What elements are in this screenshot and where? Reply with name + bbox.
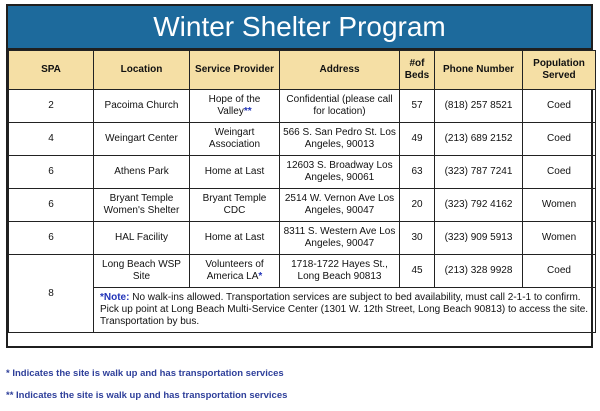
cell-spa: 6 bbox=[9, 156, 94, 189]
cell-location: Weingart Center bbox=[94, 123, 190, 156]
cell-phone: (323) 787 7241 bbox=[435, 156, 523, 189]
cell-phone: (818) 257 8521 bbox=[435, 90, 523, 123]
cell-phone: (323) 909 5913 bbox=[435, 222, 523, 255]
cell-beds: 20 bbox=[400, 189, 435, 222]
cell-spa: 8 bbox=[9, 255, 94, 333]
cell-provider bbox=[190, 189, 280, 222]
footnote-double-asterisk: ** Indicates the site is walk up and has transportation services bbox=[6, 390, 288, 401]
provider-text: Bryant Temple CDC bbox=[202, 193, 267, 216]
table-row bbox=[9, 156, 596, 189]
cell-population: Coed bbox=[523, 123, 596, 156]
cell-spa: 2 bbox=[9, 90, 94, 123]
cell-location: Long Beach WSP Site bbox=[94, 255, 190, 288]
cell-location: Athens Park bbox=[94, 156, 190, 189]
note-text: No walk-ins allowed. Transportation services are subject to bed availability, must call 2-1-1 to confirm. Pick up point at Long Beach Multi-Service Center (1301 W. 12th Street, Long Beach 90813) to access the site. bbox=[100, 292, 589, 315]
cell-spa: 6 bbox=[9, 222, 94, 255]
cell-location: HAL Facility bbox=[94, 222, 190, 255]
table-row bbox=[9, 255, 596, 288]
cell-location: Pacoima Church bbox=[94, 90, 190, 123]
cell-provider bbox=[190, 222, 280, 255]
note-line2: Transportation by bus. bbox=[100, 316, 200, 327]
provider-text: Home at Last bbox=[204, 166, 265, 177]
table-header-row bbox=[9, 51, 596, 90]
table-row bbox=[9, 123, 596, 156]
provider-text: Hope of the Valley bbox=[208, 94, 261, 117]
provider-text: Home at Last bbox=[204, 232, 265, 243]
cell-beds: 63 bbox=[400, 156, 435, 189]
header-address: Address bbox=[280, 51, 400, 90]
cell-spa: 4 bbox=[9, 123, 94, 156]
cell-phone: (213) 689 2152 bbox=[435, 123, 523, 156]
provider-text: Weingart Association bbox=[208, 127, 261, 150]
cell-address: Confidential (please call for location) bbox=[280, 90, 400, 123]
cell-beds: 45 bbox=[400, 255, 435, 288]
page-title: Winter Shelter Program bbox=[8, 6, 591, 50]
header-phone-number: Phone Number bbox=[435, 51, 523, 90]
cell-population: Coed bbox=[523, 90, 596, 123]
cell-beds: 57 bbox=[400, 90, 435, 123]
cell-address: 566 S. San Pedro St. Los Angeles, 90013 bbox=[280, 123, 400, 156]
cell-location: Bryant Temple Women's Shelter bbox=[94, 189, 190, 222]
table-row bbox=[9, 222, 596, 255]
transport-note bbox=[94, 288, 596, 333]
cell-beds: 30 bbox=[400, 222, 435, 255]
header-location: Location bbox=[94, 51, 190, 90]
cell-spa: 6 bbox=[9, 189, 94, 222]
cell-phone: (323) 792 4162 bbox=[435, 189, 523, 222]
cell-population: Women bbox=[523, 189, 596, 222]
header-service-provider: Service Provider bbox=[190, 51, 280, 90]
cell-population: Coed bbox=[523, 156, 596, 189]
cell-address: 8311 S. Western Ave Los Angeles, 90047 bbox=[280, 222, 400, 255]
shelter-table-frame bbox=[6, 4, 593, 348]
table-row bbox=[9, 90, 596, 123]
cell-address: 12603 S. Broadway Los Angeles, 90061 bbox=[280, 156, 400, 189]
cell-address: 1718-1722 Hayes St., Long Beach 90813 bbox=[280, 255, 400, 288]
provider-text: Volunteers of America LA bbox=[205, 259, 264, 282]
cell-provider bbox=[190, 255, 280, 288]
cell-phone: (213) 328 9928 bbox=[435, 255, 523, 288]
cell-beds: 49 bbox=[400, 123, 435, 156]
cell-provider bbox=[190, 156, 280, 189]
table-row bbox=[9, 189, 596, 222]
note-row bbox=[9, 288, 596, 333]
header-population-served: Population Served bbox=[523, 51, 596, 90]
note-label: *Note: bbox=[100, 292, 130, 303]
provider-mark: * bbox=[258, 271, 263, 282]
cell-address: 2514 W. Vernon Ave Los Angeles, 90047 bbox=[280, 189, 400, 222]
cell-provider bbox=[190, 90, 280, 123]
provider-mark: ** bbox=[243, 106, 252, 117]
header-spa: SPA bbox=[9, 51, 94, 90]
cell-provider bbox=[190, 123, 280, 156]
shelter-table bbox=[8, 50, 596, 333]
footnote-single-asterisk: * Indicates the site is walk up and has transportation services bbox=[6, 368, 284, 379]
header-beds: #of Beds bbox=[400, 51, 435, 90]
cell-population: Coed bbox=[523, 255, 596, 288]
cell-population: Women bbox=[523, 222, 596, 255]
